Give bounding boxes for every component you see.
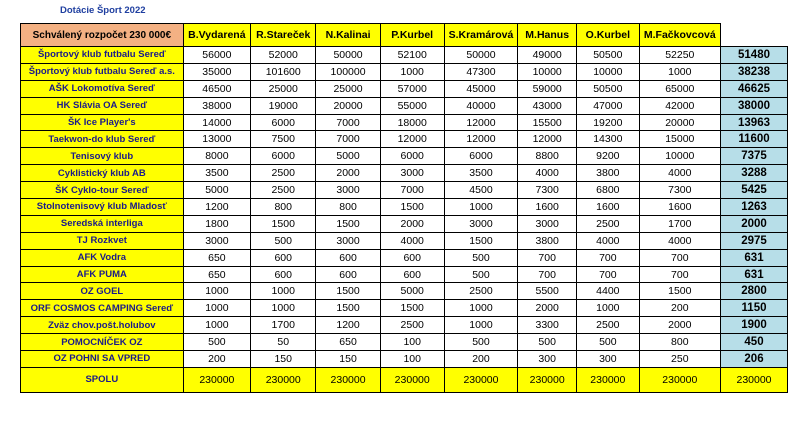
club-name: Stolnotenisový klub Mladosť (21, 199, 184, 216)
amount-cell: 700 (518, 266, 577, 283)
amount-cell: 1200 (183, 199, 250, 216)
amount-cell: 18000 (380, 114, 444, 131)
amount-cell: 500 (444, 249, 518, 266)
amount-cell: 4000 (639, 232, 720, 249)
amount-cell: 1000 (183, 317, 250, 334)
club-name: OZ POHNI SA VPRED (21, 351, 184, 368)
amount-cell: 1600 (577, 199, 639, 216)
amount-cell: 150 (316, 351, 380, 368)
amount-cell: 52000 (251, 47, 316, 64)
amount-cell: 1500 (639, 283, 720, 300)
amount-cell: 800 (316, 199, 380, 216)
amount-cell: 43000 (518, 97, 577, 114)
amount-cell: 6800 (577, 182, 639, 199)
amount-cell: 12000 (380, 131, 444, 148)
amount-cell: 2500 (444, 283, 518, 300)
evaluator-header: B.Vydarená (183, 24, 250, 47)
amount-cell: 35000 (183, 63, 250, 80)
amount-cell: 50500 (577, 80, 639, 97)
amount-cell: 10000 (518, 63, 577, 80)
average-cell: 450 (721, 334, 788, 351)
amount-cell: 1500 (316, 215, 380, 232)
table-row (21, 165, 788, 182)
amount-cell: 2500 (380, 317, 444, 334)
amount-cell: 4000 (380, 232, 444, 249)
club-name: ORF COSMOS CAMPING Sereď (21, 300, 184, 317)
amount-cell: 200 (444, 351, 518, 368)
amount-cell: 6000 (444, 148, 518, 165)
table-body (21, 24, 788, 393)
amount-cell: 650 (183, 266, 250, 283)
amount-cell: 8000 (183, 148, 250, 165)
amount-cell: 3000 (316, 232, 380, 249)
evaluator-header: R.Stareček (251, 24, 316, 47)
table-row (21, 199, 788, 216)
amount-cell: 55000 (380, 97, 444, 114)
amount-cell: 500 (577, 334, 639, 351)
amount-cell: 25000 (251, 80, 316, 97)
amount-cell: 1500 (380, 199, 444, 216)
table-row (21, 80, 788, 97)
amount-cell: 5000 (380, 283, 444, 300)
average-cell: 7375 (721, 148, 788, 165)
club-name: ŠK Cyklo-tour Sereď (21, 182, 184, 199)
table-row (21, 114, 788, 131)
amount-cell: 2500 (251, 182, 316, 199)
amount-cell: 1000 (444, 317, 518, 334)
sum-cell: 230000 (251, 367, 316, 392)
amount-cell: 700 (577, 249, 639, 266)
amount-cell: 4400 (577, 283, 639, 300)
amount-cell: 59000 (518, 80, 577, 97)
amount-cell: 1700 (251, 317, 316, 334)
amount-cell: 2000 (380, 215, 444, 232)
amount-cell: 15000 (639, 131, 720, 148)
amount-cell: 2000 (518, 300, 577, 317)
club-name: Zväz chov.pošt.holubov (21, 317, 184, 334)
amount-cell: 25000 (316, 80, 380, 97)
average-cell: 11600 (721, 131, 788, 148)
amount-cell: 50500 (577, 47, 639, 64)
amount-cell: 100 (380, 334, 444, 351)
sum-row (21, 367, 788, 392)
amount-cell: 2000 (639, 317, 720, 334)
amount-cell: 800 (251, 199, 316, 216)
club-name: Tenisový klub (21, 148, 184, 165)
amount-cell: 20000 (639, 114, 720, 131)
amount-cell: 40000 (444, 97, 518, 114)
evaluator-header: M.Hanus (518, 24, 577, 47)
subsidy-table (20, 23, 788, 393)
amount-cell: 19200 (577, 114, 639, 131)
amount-cell: 8800 (518, 148, 577, 165)
amount-cell: 6000 (251, 114, 316, 131)
sum-cell: 230000 (183, 367, 250, 392)
average-cell: 2975 (721, 232, 788, 249)
amount-cell: 600 (380, 249, 444, 266)
amount-cell: 6000 (380, 148, 444, 165)
sum-cell: 230000 (316, 367, 380, 392)
amount-cell: 5000 (316, 148, 380, 165)
amount-cell: 600 (251, 266, 316, 283)
amount-cell: 50000 (316, 47, 380, 64)
amount-cell: 1000 (444, 300, 518, 317)
amount-cell: 10000 (577, 63, 639, 80)
amount-cell: 600 (251, 249, 316, 266)
table-row (21, 215, 788, 232)
table-row (21, 131, 788, 148)
amount-cell: 20000 (316, 97, 380, 114)
average-cell: 1150 (721, 300, 788, 317)
amount-cell: 57000 (380, 80, 444, 97)
amount-cell: 200 (183, 351, 250, 368)
table-row (21, 97, 788, 114)
average-cell: 13963 (721, 114, 788, 131)
amount-cell: 700 (639, 249, 720, 266)
amount-cell: 1500 (380, 300, 444, 317)
amount-cell: 3500 (183, 165, 250, 182)
sum-total-cell: 230000 (721, 367, 788, 392)
amount-cell: 1000 (251, 300, 316, 317)
average-cell: 2800 (721, 283, 788, 300)
average-cell: 2000 (721, 215, 788, 232)
amount-cell: 12000 (518, 131, 577, 148)
amount-cell: 49000 (518, 47, 577, 64)
table-row (21, 47, 788, 64)
amount-cell: 600 (316, 249, 380, 266)
average-cell: 631 (721, 249, 788, 266)
amount-cell: 7000 (316, 131, 380, 148)
evaluator-header: M.Fačkovcová (639, 24, 720, 47)
amount-cell: 100 (380, 351, 444, 368)
club-name: Seredská interliga (21, 215, 184, 232)
amount-cell: 13000 (183, 131, 250, 148)
average-cell: 631 (721, 266, 788, 283)
amount-cell: 2500 (251, 165, 316, 182)
amount-cell: 3300 (518, 317, 577, 334)
amount-cell: 4000 (639, 165, 720, 182)
amount-cell: 47300 (444, 63, 518, 80)
amount-cell: 1500 (444, 232, 518, 249)
amount-cell: 1000 (444, 199, 518, 216)
table-row (21, 182, 788, 199)
amount-cell: 15500 (518, 114, 577, 131)
amount-cell: 45000 (444, 80, 518, 97)
header-row (21, 24, 788, 47)
club-name: OZ GOEL (21, 283, 184, 300)
amount-cell: 4500 (444, 182, 518, 199)
club-name: POMOCNÍČEK OZ (21, 334, 184, 351)
amount-cell: 3800 (518, 232, 577, 249)
club-name: AFK PUMA (21, 266, 184, 283)
amount-cell: 1800 (183, 215, 250, 232)
amount-cell: 600 (380, 266, 444, 283)
club-name: Cyklistický klub AB (21, 165, 184, 182)
amount-cell: 52100 (380, 47, 444, 64)
amount-cell: 1500 (251, 215, 316, 232)
amount-cell: 42000 (639, 97, 720, 114)
amount-cell: 1000 (639, 63, 720, 80)
table-row (21, 266, 788, 283)
amount-cell: 1500 (316, 300, 380, 317)
average-cell: 5425 (721, 182, 788, 199)
amount-cell: 52250 (639, 47, 720, 64)
amount-cell: 500 (251, 232, 316, 249)
amount-cell: 700 (577, 266, 639, 283)
amount-cell: 2500 (577, 317, 639, 334)
amount-cell: 1200 (316, 317, 380, 334)
table-row (21, 334, 788, 351)
amount-cell: 14000 (183, 114, 250, 131)
amount-cell: 19000 (251, 97, 316, 114)
amount-cell: 9200 (577, 148, 639, 165)
amount-cell: 3000 (518, 215, 577, 232)
club-name: Taekwon-do klub Sereď (21, 131, 184, 148)
amount-cell: 1000 (183, 283, 250, 300)
sum-cell: 230000 (518, 367, 577, 392)
average-cell: 38000 (721, 97, 788, 114)
amount-cell: 1600 (518, 199, 577, 216)
amount-cell: 650 (316, 334, 380, 351)
amount-cell: 12000 (444, 114, 518, 131)
amount-cell: 3000 (380, 165, 444, 182)
evaluator-header: O.Kurbel (577, 24, 639, 47)
club-name: Športový klub futbalu Sereď (21, 47, 184, 64)
table-row (21, 300, 788, 317)
amount-cell: 7300 (639, 182, 720, 199)
amount-cell: 4000 (577, 232, 639, 249)
amount-cell: 3500 (444, 165, 518, 182)
amount-cell: 3000 (444, 215, 518, 232)
amount-cell: 1500 (316, 283, 380, 300)
budget-header: Schválený rozpočet 230 000€ (21, 24, 184, 47)
amount-cell: 7000 (380, 182, 444, 199)
amount-cell: 200 (639, 300, 720, 317)
average-cell: 1263 (721, 199, 788, 216)
table-row (21, 249, 788, 266)
amount-cell: 3800 (577, 165, 639, 182)
amount-cell: 700 (518, 249, 577, 266)
club-name: TJ Rozkvet (21, 232, 184, 249)
amount-cell: 300 (577, 351, 639, 368)
amount-cell: 38000 (183, 97, 250, 114)
club-name: HK Slávia OA Sereď (21, 97, 184, 114)
amount-cell: 12000 (444, 131, 518, 148)
amount-cell: 700 (639, 266, 720, 283)
table-row (21, 63, 788, 80)
sum-cell: 230000 (444, 367, 518, 392)
evaluator-header: S.Kramárová (444, 24, 518, 47)
amount-cell: 4000 (518, 165, 577, 182)
amount-cell: 5000 (183, 182, 250, 199)
evaluator-header: N.Kalinai (316, 24, 380, 47)
average-cell: 1900 (721, 317, 788, 334)
amount-cell: 1000 (577, 300, 639, 317)
average-cell: 38238 (721, 63, 788, 80)
table-row (21, 232, 788, 249)
amount-cell: 1600 (639, 199, 720, 216)
amount-cell: 650 (183, 249, 250, 266)
amount-cell: 300 (518, 351, 577, 368)
average-cell: 51480 (721, 47, 788, 64)
table-row (21, 148, 788, 165)
amount-cell: 56000 (183, 47, 250, 64)
amount-cell: 47000 (577, 97, 639, 114)
evaluator-header: P.Kurbel (380, 24, 444, 47)
amount-cell: 1700 (639, 215, 720, 232)
amount-cell: 500 (444, 334, 518, 351)
sum-label: SPOLU (21, 367, 184, 392)
amount-cell: 5500 (518, 283, 577, 300)
amount-cell: 150 (251, 351, 316, 368)
amount-cell: 50000 (444, 47, 518, 64)
club-name: AFK Vodra (21, 249, 184, 266)
amount-cell: 6000 (251, 148, 316, 165)
amount-cell: 100000 (316, 63, 380, 80)
amount-cell: 50 (251, 334, 316, 351)
average-cell: 3288 (721, 165, 788, 182)
amount-cell: 7300 (518, 182, 577, 199)
amount-cell: 1000 (380, 63, 444, 80)
amount-cell: 2000 (316, 165, 380, 182)
table-row (21, 283, 788, 300)
amount-cell: 600 (316, 266, 380, 283)
amount-cell: 800 (639, 334, 720, 351)
amount-cell: 1000 (183, 300, 250, 317)
amount-cell: 14300 (577, 131, 639, 148)
amount-cell: 65000 (639, 80, 720, 97)
amount-cell: 1000 (251, 283, 316, 300)
amount-cell: 7500 (251, 131, 316, 148)
sum-cell: 230000 (639, 367, 720, 392)
club-name: Športový klub futbalu Sereď a.s. (21, 63, 184, 80)
amount-cell: 2500 (577, 215, 639, 232)
table-row (21, 351, 788, 368)
amount-cell: 500 (444, 266, 518, 283)
club-name: ŠK Ice Player's (21, 114, 184, 131)
table-caption: Dotácie Šport 2022 (60, 5, 146, 16)
table-row (21, 317, 788, 334)
amount-cell: 101600 (251, 63, 316, 80)
amount-cell: 46500 (183, 80, 250, 97)
average-cell: 46625 (721, 80, 788, 97)
header-blank-cell (721, 24, 788, 47)
club-name: AŠK Lokomotíva Sereď (21, 80, 184, 97)
average-cell: 206 (721, 351, 788, 368)
amount-cell: 500 (183, 334, 250, 351)
amount-cell: 3000 (316, 182, 380, 199)
amount-cell: 500 (518, 334, 577, 351)
amount-cell: 10000 (639, 148, 720, 165)
amount-cell: 7000 (316, 114, 380, 131)
sum-cell: 230000 (577, 367, 639, 392)
sum-cell: 230000 (380, 367, 444, 392)
amount-cell: 3000 (183, 232, 250, 249)
amount-cell: 250 (639, 351, 720, 368)
